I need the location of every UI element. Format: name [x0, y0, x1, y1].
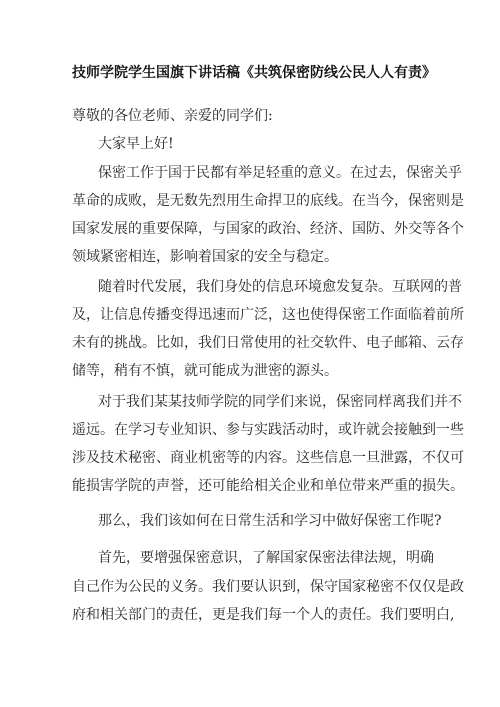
paragraph-line: 革命的成败，是无数先烈用生命捍卫的底线。在当今，保密则是 — [72, 193, 464, 209]
paragraph-line: 能损害学院的声誉，还可能给相关企业和单位带来严重的损失。 — [72, 478, 464, 494]
paragraph-line: 那么，我们该如何在日常生活和学习中做好保密工作呢? — [98, 513, 442, 529]
paragraph-line: 涉及技术秘密、商业机密等的内容。这些信息一旦泄露，不仅可 — [72, 450, 464, 466]
paragraph-line: 国家发展的重要保障，与国家的政治、经济、国防、外交等各个 — [72, 221, 464, 237]
document-title: 技师学院学生国旗下讲话稿《共筑保密防线公民人人有责》 — [72, 65, 436, 81]
paragraph-line: 自己作为公民的义务。我们要认识到，保守国家秘密不仅仅是政 — [72, 579, 464, 595]
paragraph-line: 首先，要增强保密意识，了解国家保密法律法规，明确 — [98, 550, 434, 566]
paragraph-line: 随着时代发展，我们身处的信息环境愈发复杂。互联网的普 — [98, 279, 462, 295]
paragraph-line: 及，让信息传播变得迅速而广泛，这也使得保密工作面临着前所 — [72, 307, 464, 323]
paragraph-line: 储等，稍有不慎，就可能成为泄密的源头。 — [72, 363, 338, 379]
paragraph-line: 对于我们某某技师学院的同学们来说，保密同样离我们并不 — [98, 394, 462, 410]
paragraph-line: 府和相关部门的责任，更是我们每一个人的责任。我们要明白, — [72, 607, 455, 623]
paragraph-line: 保密工作于国于民都有举足轻重的意义。在过去，保密关乎 — [98, 165, 462, 181]
salutation: 尊敬的各位老师、亲爱的同学们: — [72, 108, 273, 124]
paragraph-line: 遥远。在学习专业知识、参与实践活动时，或许就会接触到一些 — [72, 422, 464, 438]
paragraph-line: 领域紧密相连，影响着国家的安全与稳定。 — [72, 249, 338, 265]
paragraph-line: 未有的挑战。比如，我们日常使用的社交软件、电子邮箱、云存 — [72, 335, 464, 351]
greeting: 大家早上好! — [98, 136, 174, 152]
